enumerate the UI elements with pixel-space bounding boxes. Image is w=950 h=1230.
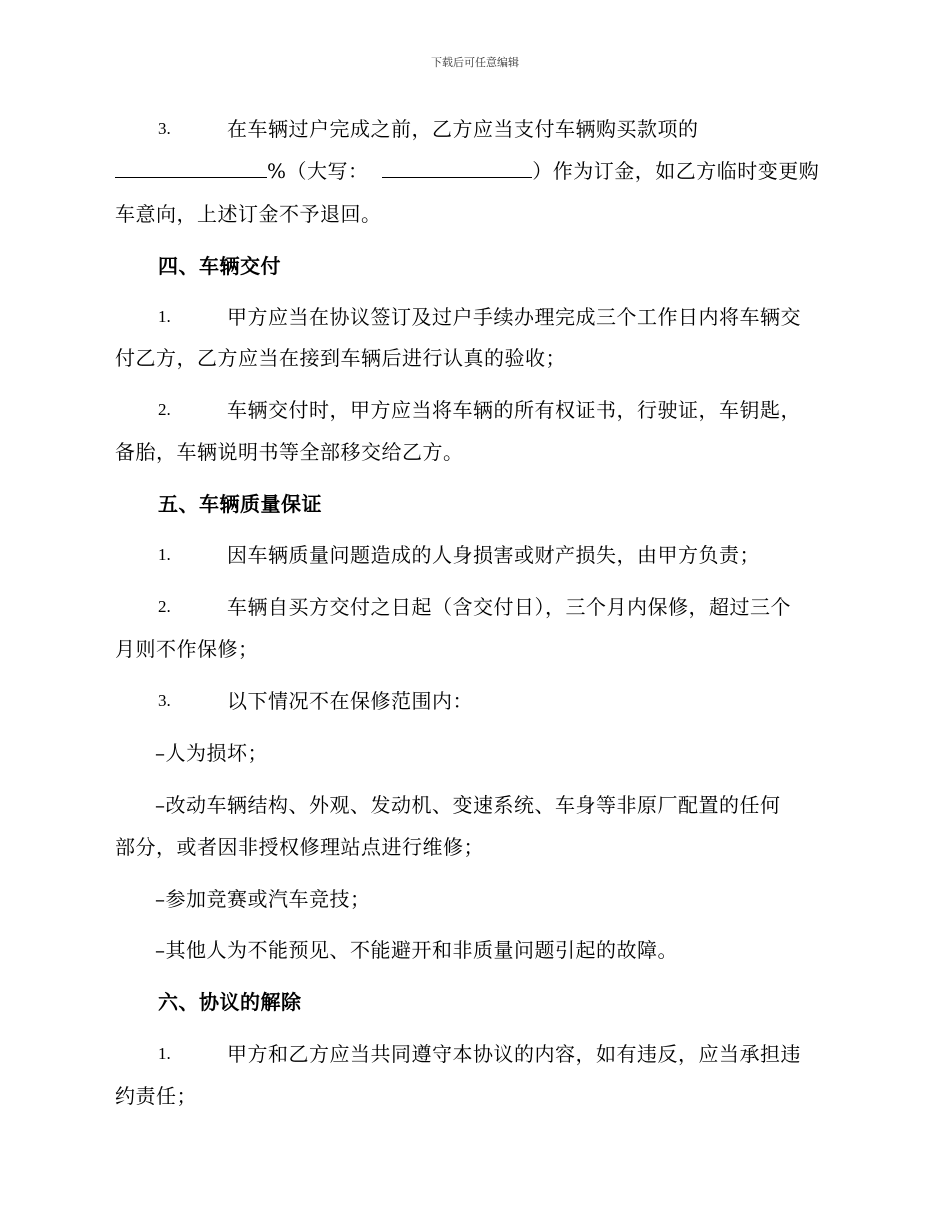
paragraph-line: 车辆交付时，甲方应当将车辆的所有权证书，行驶证，车钥匙， (227, 398, 801, 422)
fill-in-blank[interactable] (382, 157, 532, 178)
paragraph-line: 备胎，车辆说明书等全部移交给乙方。 (115, 440, 464, 464)
item-number: 3. (158, 691, 171, 710)
paragraph-line: 车辆自买方交付之日起（含交付日），三个月内保修，超过三个 (227, 595, 791, 619)
paragraph-line: 在车辆过户完成之前，乙方应当支付车辆购买款项的 (227, 117, 699, 141)
bullet-line: –改动车辆结构、外观、发动机、变速系统、车身等非原厂配置的任何 (155, 793, 781, 817)
item-number: 2. (158, 400, 171, 419)
section-heading: 六、协议的解除 (158, 990, 302, 1014)
item-number: 1. (158, 1044, 171, 1063)
paragraph-line (115, 157, 835, 184)
paragraph-line: 甲方应当在协议签订及过户手续办理完成三个工作日内将车辆交 (227, 305, 801, 329)
paragraph-line: 车意向，上述订金不予退回。 (115, 202, 382, 226)
section-heading: 五、车辆质量保证 (158, 492, 322, 516)
section-heading: 四、车辆交付 (158, 254, 281, 278)
fill-in-blank[interactable] (115, 157, 267, 178)
bullet-line: –其他人为不能预见、不能避开和非质量问题引起的故障。 (155, 938, 678, 962)
text-segment: ）作为订金，如乙方临时变更购 (532, 159, 820, 183)
bullet-line: –人为损坏； (155, 741, 268, 765)
paragraph-line: 月则不作保修； (115, 637, 259, 661)
item-number: 3. (158, 119, 171, 138)
paragraph-line: 甲方和乙方应当共同遵守本协议的内容，如有违反，应当承担违 (227, 1042, 801, 1066)
paragraph-line: 部分，或者因非授权修理站点进行维修； (115, 835, 484, 859)
bullet-line: –参加竞赛或汽车竞技； (155, 887, 371, 911)
item-number: 1. (158, 307, 171, 326)
item-number: 2. (158, 597, 171, 616)
paragraph-line: 因车辆质量问题造成的人身损害或财产损失，由甲方负责； (227, 543, 760, 567)
paragraph-line: 约责任； (115, 1084, 197, 1108)
paragraph-line: 付乙方，乙方应当在接到车辆后进行认真的验收； (115, 346, 566, 370)
item-number: 1. (158, 545, 171, 564)
page-header: 下载后可任意编辑 (431, 56, 519, 69)
text-segment: %（大写： (267, 159, 369, 183)
paragraph-line: 以下情况不在保修范围内： (227, 689, 473, 713)
